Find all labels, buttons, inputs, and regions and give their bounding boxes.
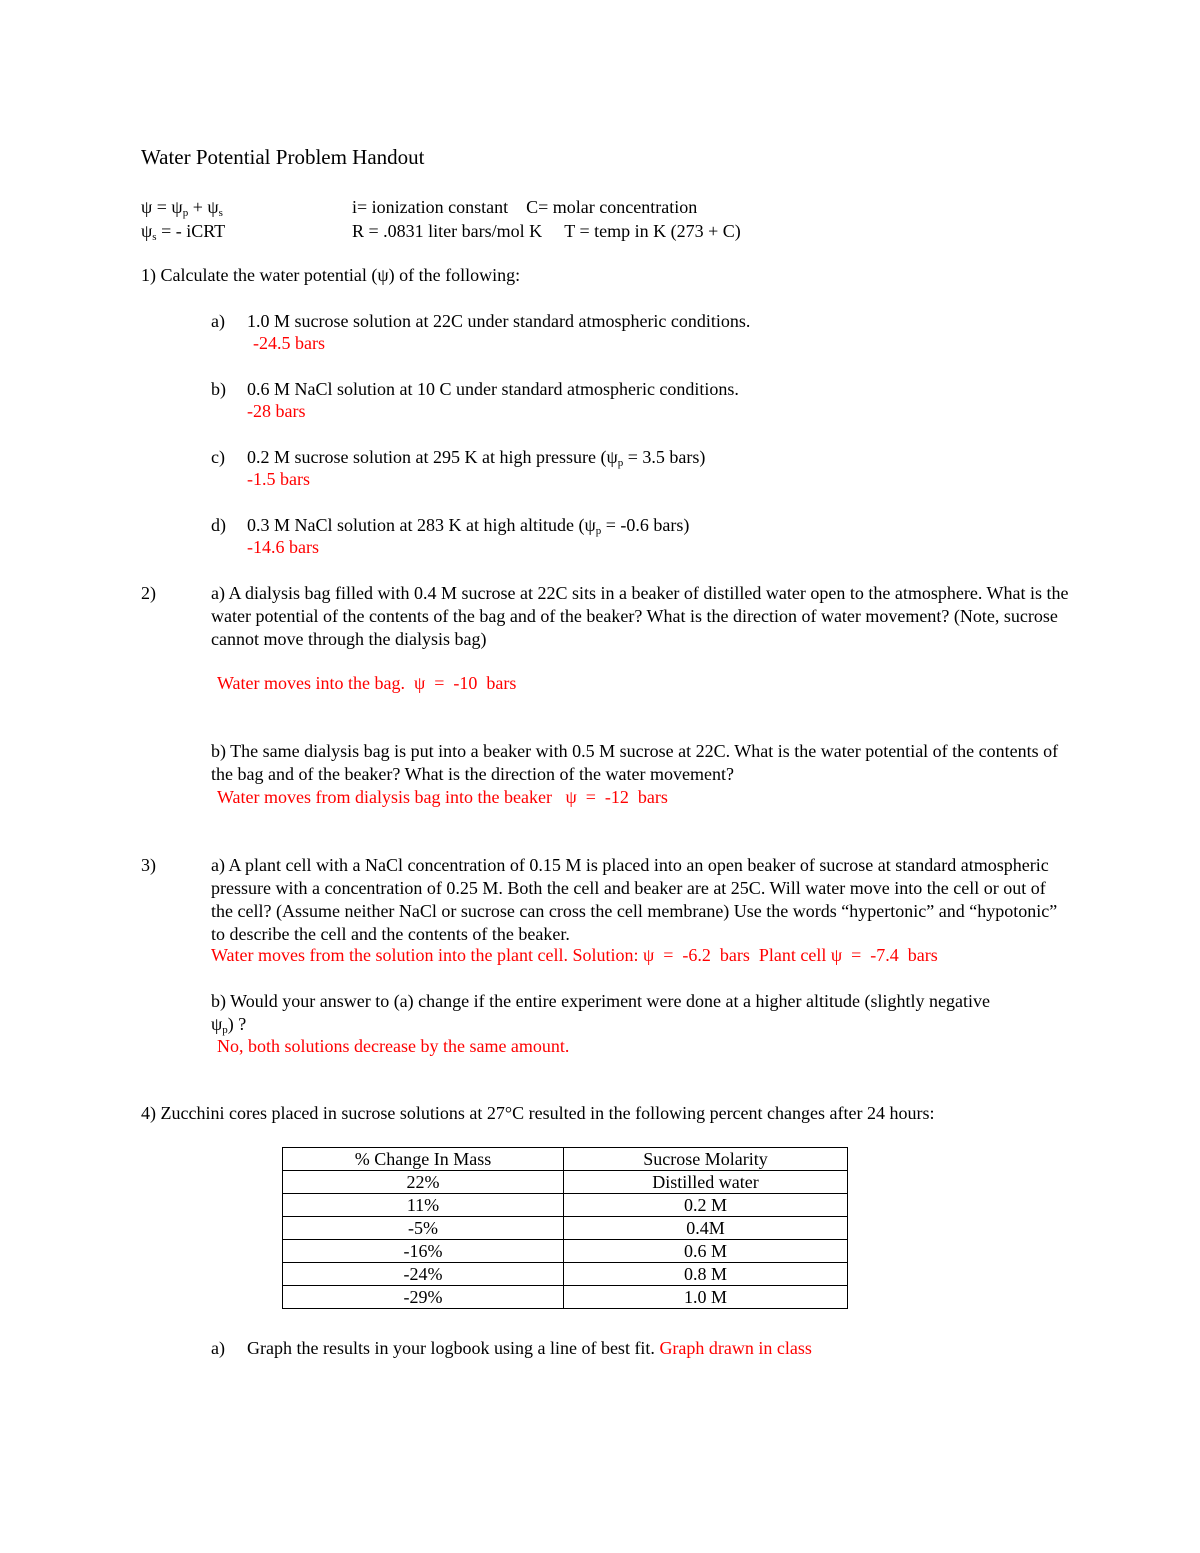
q1-a-answer: -24.5 bars xyxy=(253,333,325,353)
table-row xyxy=(283,1217,848,1240)
q1-a-text: 1.0 M sucrose solution at 22C under standard atmospheric conditions. xyxy=(247,311,751,331)
formula-text: + ψ xyxy=(188,197,219,217)
formula-text: = - iCRT xyxy=(156,221,226,241)
q2-b-answer: Water moves from dialysis bag into the beaker ψ = -12 bars xyxy=(217,787,668,807)
table-cell: 22% xyxy=(283,1171,564,1194)
q1-a-label: a) xyxy=(211,311,225,331)
question-4-prompt: 4) Zucchini cores placed in sucrose solutions at 27°C resulted in the following percent changes after 24 hours: xyxy=(141,1103,935,1123)
q1-d-label: d) xyxy=(211,515,226,535)
q1-b-label: b) xyxy=(211,379,226,399)
page-title: Water Potential Problem Handout xyxy=(141,145,425,169)
table-cell: 0.4M xyxy=(564,1217,848,1240)
q2-a-text: a) A dialysis bag filled with 0.4 M sucrose at 22C sits in a beaker of distilled water open to the atmosphere. What is the water potential of the contents of the bag and of the beaker? What is the direction of water movement? (Note, sucrose cannot move through the dialysis bag) xyxy=(211,583,1069,649)
definition-i-c: i= ionization constant C= molar concentration xyxy=(352,197,698,217)
table-cell: -5% xyxy=(283,1217,564,1240)
q2-b-text: b) The same dialysis bag is put into a beaker with 0.5 M sucrose at 22C. What is the water potential of the contents of the bag and of the beaker? What is the direction of the water movement? xyxy=(211,741,1059,784)
subscript-s: s xyxy=(152,231,157,243)
question-2-number: 2) xyxy=(141,583,156,603)
table-row xyxy=(283,1286,848,1309)
subscript-p: p xyxy=(182,207,189,219)
subscript-p: p xyxy=(222,1024,228,1036)
q4-a-line xyxy=(247,1337,812,1360)
table-cell: 0.6 M xyxy=(564,1240,848,1263)
subscript-p: p xyxy=(617,457,624,469)
table-cell: 0.2 M xyxy=(564,1194,848,1217)
table-cell: 0.8 M xyxy=(564,1263,848,1286)
prompt-text: ) of the following: xyxy=(388,265,521,285)
table-cell: -24% xyxy=(283,1263,564,1286)
table-row xyxy=(283,1171,848,1194)
formula-text: ψ = ψ xyxy=(141,197,183,217)
table-cell: -16% xyxy=(283,1240,564,1263)
q1-c-label: c) xyxy=(211,447,225,467)
q1-c-answer: -1.5 bars xyxy=(247,469,310,489)
table-cell: 11% xyxy=(283,1194,564,1217)
q1-d-text xyxy=(247,514,689,537)
item-text: = -0.6 bars) xyxy=(601,515,690,535)
table-row xyxy=(283,1240,848,1263)
item-text: = 3.5 bars) xyxy=(623,447,706,467)
table-header: % Change In Mass xyxy=(283,1148,564,1171)
subscript-s: s xyxy=(218,207,223,219)
q4-a-text: Graph the results in your logbook using a line of best fit. xyxy=(247,1338,655,1358)
question-1-prompt xyxy=(141,264,520,287)
question-3-number: 3) xyxy=(141,855,156,875)
prompt-text: 1) Calculate the water potential (ψ xyxy=(141,265,389,285)
item-text: 0.3 M NaCl solution at 283 K at high altitude (ψ xyxy=(247,515,596,535)
table-header-row xyxy=(283,1148,848,1171)
q2-a-answer: Water moves into the bag. ψ = -10 bars xyxy=(217,673,517,693)
question-text: b) Would your answer to (a) change if the entire experiment were done at a higher altitude (slightly negative ψ xyxy=(211,991,990,1034)
question-text: ) ? xyxy=(227,1014,247,1034)
table-header: Sucrose Molarity xyxy=(564,1148,848,1171)
q1-b-answer: -28 bars xyxy=(247,401,306,421)
q3-b-text xyxy=(211,990,1011,1036)
q4-a-answer: Graph drawn in class xyxy=(659,1338,812,1358)
q3-a-text: a) A plant cell with a NaCl concentration of 0.15 M is placed into an open beaker of sucrose at standard atmospheric pressure with a concentration of 0.25 M. Both the cell and beaker are at 25C. Will water move into the cell or out of the cell? (Assume neither NaCl or sucrose can cross the cell membrane) Use the words “hypertonic” and “hypotonic” to describe the cell and the contents of the beaker. xyxy=(211,855,1058,944)
definition-r-t: R = .0831 liter bars/mol K T = temp in K (273 + C) xyxy=(352,221,741,241)
table-cell: 1.0 M xyxy=(564,1286,848,1309)
data-table xyxy=(282,1147,848,1309)
q1-c-text xyxy=(247,446,705,469)
formula-water-potential xyxy=(141,196,223,219)
table-row xyxy=(283,1194,848,1217)
table-cell: Distilled water xyxy=(564,1171,848,1194)
formula-text: ψ xyxy=(141,221,153,241)
subscript-p: p xyxy=(595,525,602,537)
table-cell: -29% xyxy=(283,1286,564,1309)
q3-b-answer: No, both solutions decrease by the same amount. xyxy=(217,1036,570,1056)
formula-solute-potential xyxy=(141,220,225,243)
q3-a-answer: Water moves from the solution into the plant cell. Solution: ψ = -6.2 bars Plant cell ψ = -7.4 bars xyxy=(211,945,938,965)
q1-b-text: 0.6 M NaCl solution at 10 C under standard atmospheric conditions. xyxy=(247,379,739,399)
q1-d-answer: -14.6 bars xyxy=(247,537,319,557)
table-row xyxy=(283,1263,848,1286)
q4-a-label: a) xyxy=(211,1338,225,1358)
item-text: 0.2 M sucrose solution at 295 K at high pressure (ψ xyxy=(247,447,618,467)
